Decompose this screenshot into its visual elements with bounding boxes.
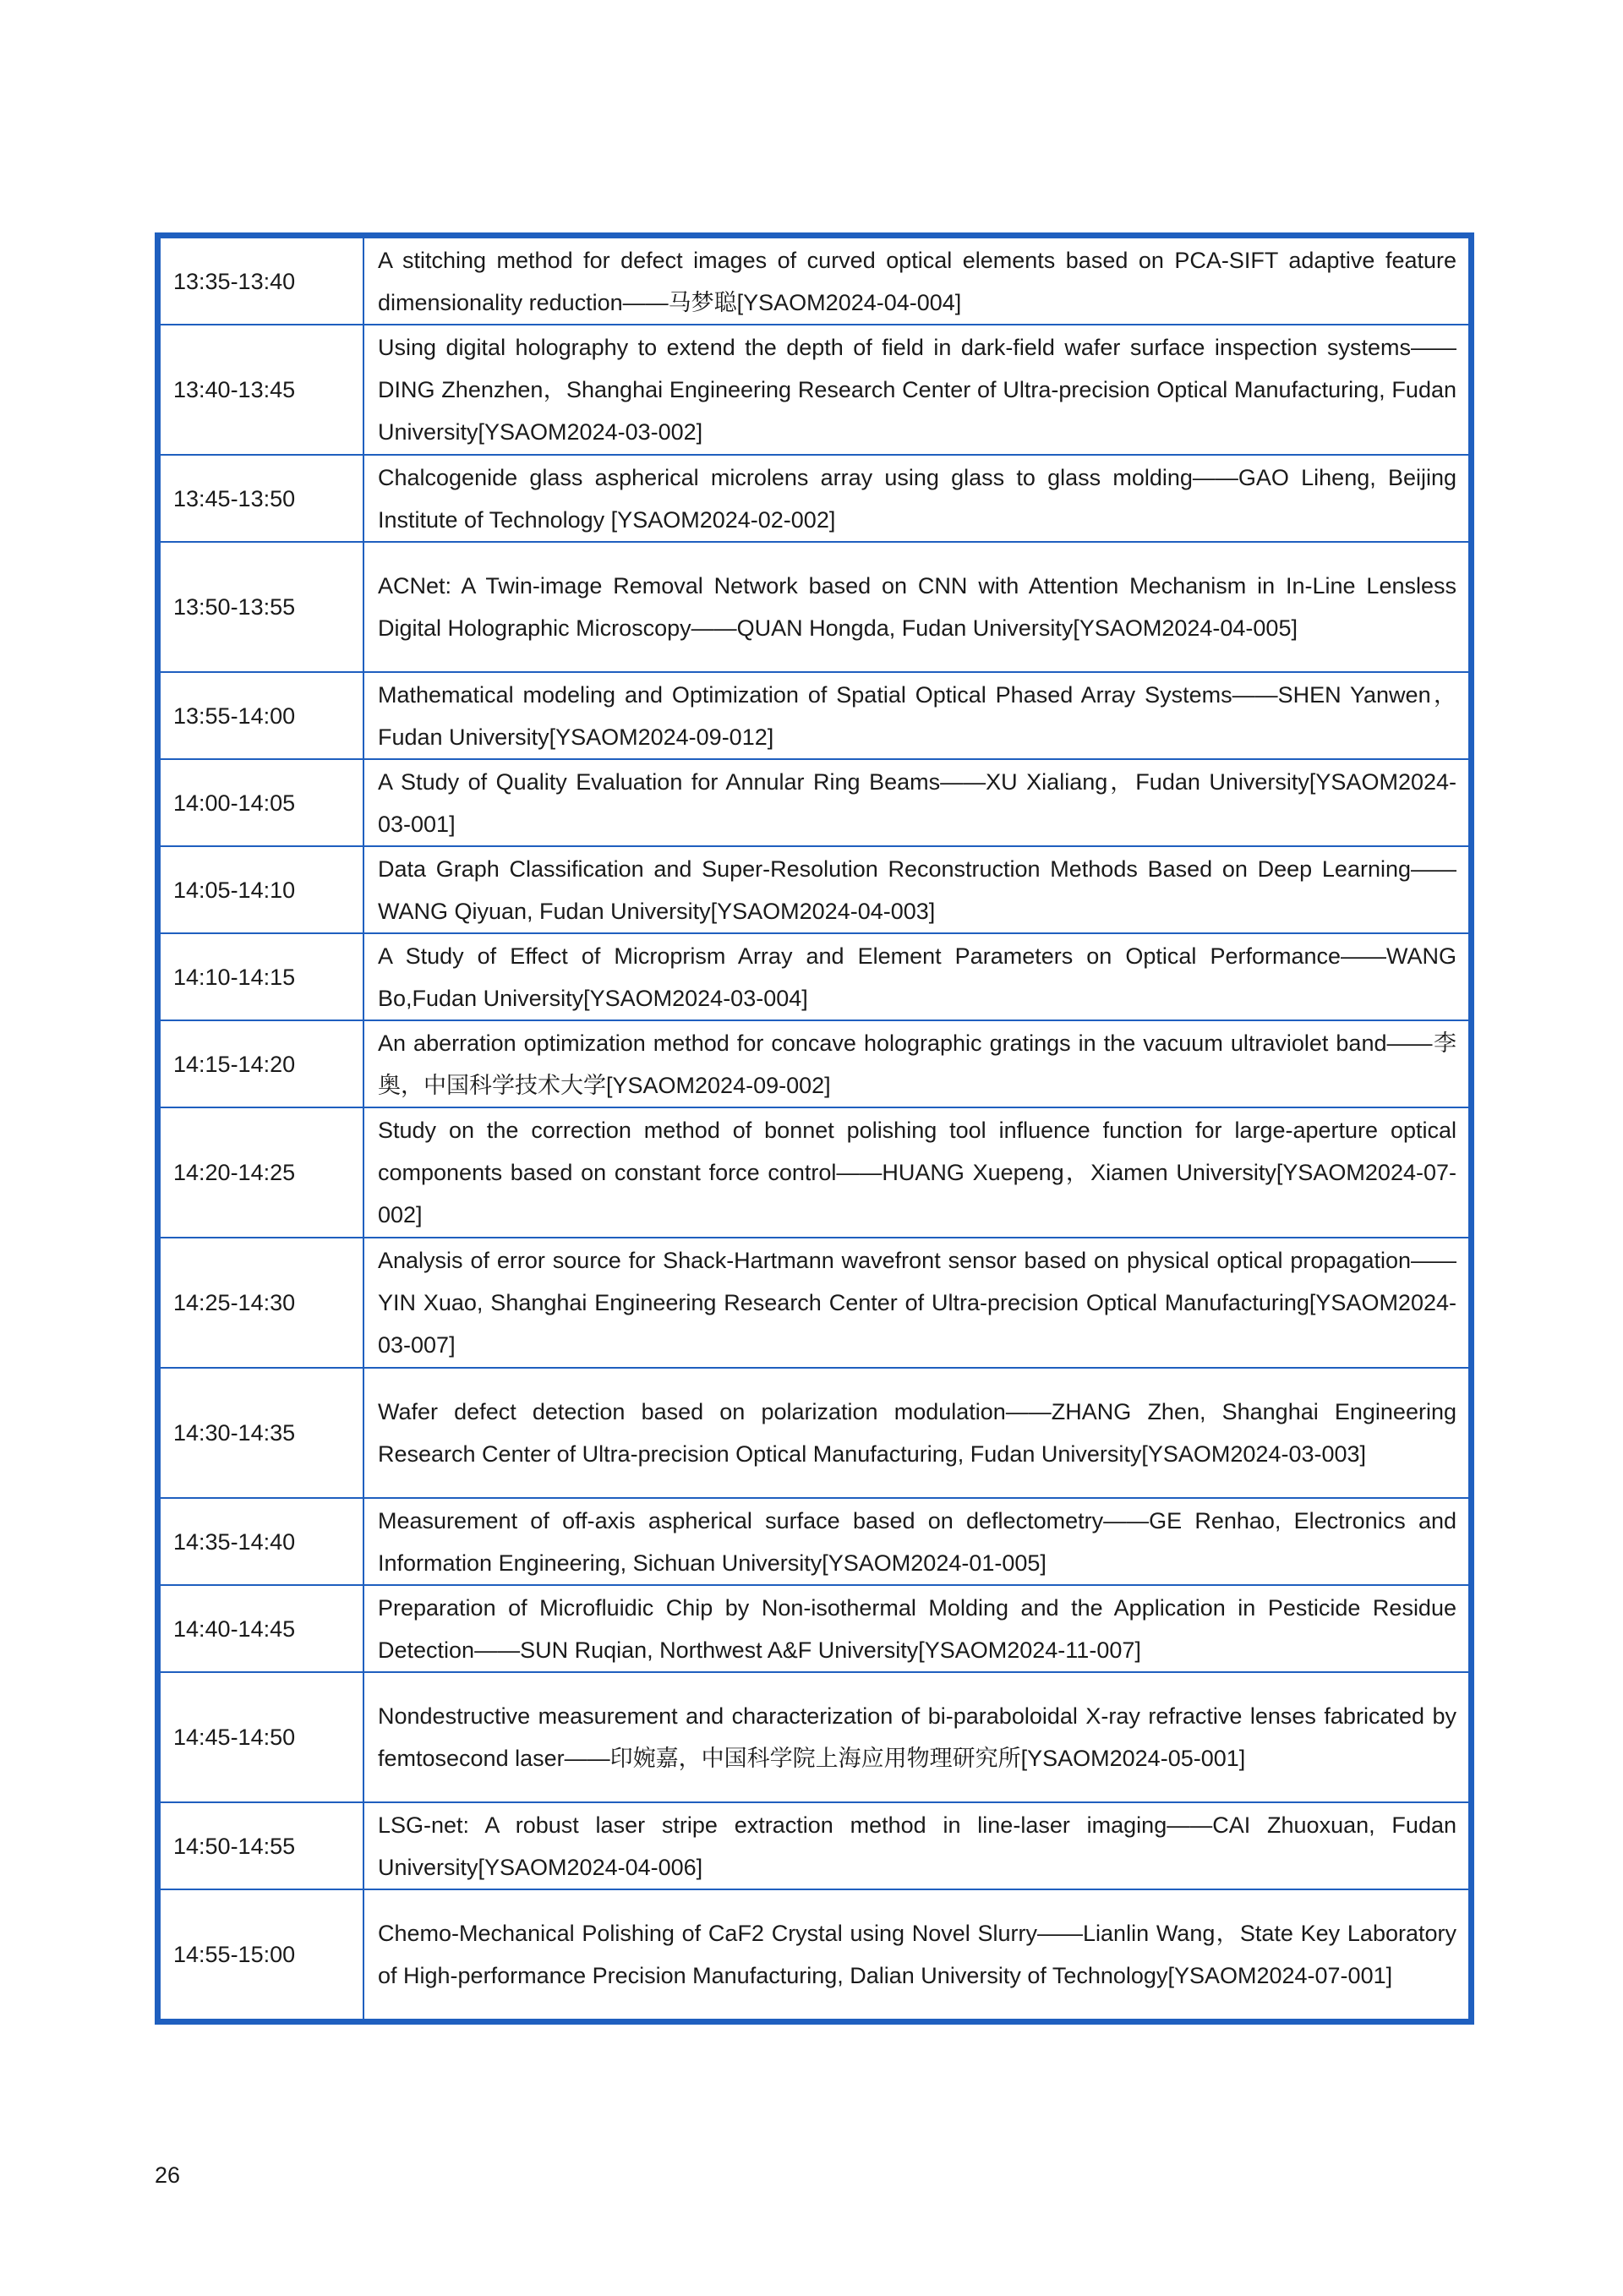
talk-description: ACNet: A Twin-image Removal Network based on CNN with Attention Mechanism in In-Line Lensless Digital Holographic Microscopy——QUAN Hongda, Fudan University[YSAOM2024-04-005] [378,573,1456,641]
time-slot: 13:35-13:40 [161,238,364,324]
talk-description: LSG-net: A robust laser stripe extraction method in line-laser imaging——CAI Zhuoxuan, Fudan University[YSAOM2024-04-006] [378,1812,1456,1880]
talk-description: Wafer defect detection based on polarization modulation——ZHANG Zhen, Shanghai Engineering Research Center of Ultra-precision Optical Manufacturing, Fudan University[YSAOM2024-03-003] [378,1399,1456,1467]
time-slot: 13:55-14:00 [161,673,364,758]
talk-cell [364,1499,1468,1584]
talk-description: Preparation of Microfluidic Chip by Non-isothermal Molding and the Application in Pesticide Residue Detection——SUN Ruqian, Northwest A&F University[YSAOM2024-11-007] [378,1594,1456,1663]
time-slot: 13:45-13:50 [161,456,364,541]
table-row [161,1586,1468,1673]
time-slot: 14:45-14:50 [161,1673,364,1801]
talk-description: An aberration optimization method for concave holographic gratings in the vacuum ultraviolet band——李奥，中国科学技术大学[YSAOM2024-09-002] [378,1030,1456,1098]
talk-cell [364,934,1468,1020]
talk-description: Mathematical modeling and Optimization of Spatial Optical Phased Array Systems——SHEN Yanwen，Fudan University[YSAOM2024-09-012] [378,681,1456,750]
time-slot: 13:50-13:55 [161,543,364,671]
talk-cell [364,543,1468,671]
talk-description: Using digital holography to extend the depth of field in dark-field wafer surface inspection systems——DING Zhenzhen，Shanghai Engineering Research Center of Ultra-precision Optical Manufacturing, Fudan University[YSAOM2024-03-002] [378,335,1456,445]
talk-cell [364,456,1468,541]
time-slot: 14:00-14:05 [161,760,364,845]
time-slot: 14:25-14:30 [161,1238,364,1367]
talk-cell [364,238,1468,324]
talk-description: A Study of Quality Evaluation for Annular Ring Beams——XU Xialiang，Fudan University[YSAOM2024-03-001] [378,768,1456,837]
talk-description: Measurement of off-axis aspherical surface based on deflectometry——GE Renhao, Electronics and Information Engineering, Sichuan University[YSAOM2024-01-005] [378,1507,1456,1576]
talk-cell [364,1890,1468,2019]
talk-description: A stitching method for defect images of curved optical elements based on PCA-SIFT adaptive feature dimensionality reduction——马梦聪[YSAOM2024-04-004] [378,247,1456,315]
table-row [161,1673,1468,1803]
table-row [161,1238,1468,1369]
talk-cell [364,760,1468,845]
time-slot: 14:15-14:20 [161,1021,364,1107]
time-slot: 14:10-14:15 [161,934,364,1020]
talk-cell [364,325,1468,454]
page-number: 26 [155,2162,181,2188]
time-slot: 14:05-14:10 [161,847,364,932]
talk-description: A Study of Effect of Microprism Array and Element Parameters on Optical Performance——WANG Bo,Fudan University[YSAOM2024-03-004] [378,943,1456,1011]
talk-cell [364,1673,1468,1801]
talk-description: Nondestructive measurement and characterization of bi-paraboloidal X-ray refractive lenses fabricated by femtosecond laser——印婉嘉，中国科学院上海应用物理研究所[YSAOM2024-05-001] [378,1703,1456,1771]
talk-cell [364,1021,1468,1107]
time-slot: 14:50-14:55 [161,1803,364,1889]
time-slot: 14:55-15:00 [161,1890,364,2019]
talk-cell [364,1108,1468,1237]
talk-cell [364,1803,1468,1889]
talk-description: Chemo-Mechanical Polishing of CaF2 Crystal using Novel Slurry——Lianlin Wang，State Key Laboratory of High-performance Precision Manufacturing, Dalian University of Technology[YSAOM2024-07-001] [378,1921,1456,1988]
table-row [161,325,1468,456]
table-row [161,760,1468,847]
table-row [161,456,1468,543]
talk-cell [364,1238,1468,1367]
time-slot: 14:35-14:40 [161,1499,364,1584]
talk-description: Study on the correction method of bonnet polishing tool influence function for large-aperture optical components based on constant force control——HUANG Xuepeng，Xiamen University[YSAOM2024-07-002] [378,1118,1456,1227]
time-slot: 14:40-14:45 [161,1586,364,1671]
table-row [161,1369,1468,1499]
talk-description: Analysis of error source for Shack-Hartmann wavefront sensor based on physical optical propagation——YIN Xuao, Shanghai Engineering Research Center of Ultra-precision Optical Manufacturing[YSAOM2024-03-007] [378,1248,1456,1358]
table-row [161,1890,1468,2019]
talk-cell [364,1586,1468,1671]
talk-cell [364,673,1468,758]
talk-cell [364,1369,1468,1497]
table-row [161,1108,1468,1238]
time-slot: 14:20-14:25 [161,1108,364,1237]
table-row [161,1803,1468,1890]
table-row [161,673,1468,760]
time-slot: 14:30-14:35 [161,1369,364,1497]
table-row [161,1499,1468,1586]
table-row [161,543,1468,673]
schedule-table [155,232,1474,2025]
talk-cell [364,847,1468,932]
table-row [161,847,1468,934]
time-slot: 13:40-13:45 [161,325,364,454]
table-row [161,1021,1468,1108]
talk-description: Chalcogenide glass aspherical microlens array using glass to glass molding——GAO Liheng, Beijing Institute of Technology [YSAOM2024-02-002] [378,464,1456,533]
talk-description: Data Graph Classification and Super-Resolution Reconstruction Methods Based on Deep Learning——WANG Qiyuan, Fudan University[YSAOM2024-04-003] [378,856,1456,924]
table-row [161,934,1468,1021]
table-row [161,238,1468,325]
